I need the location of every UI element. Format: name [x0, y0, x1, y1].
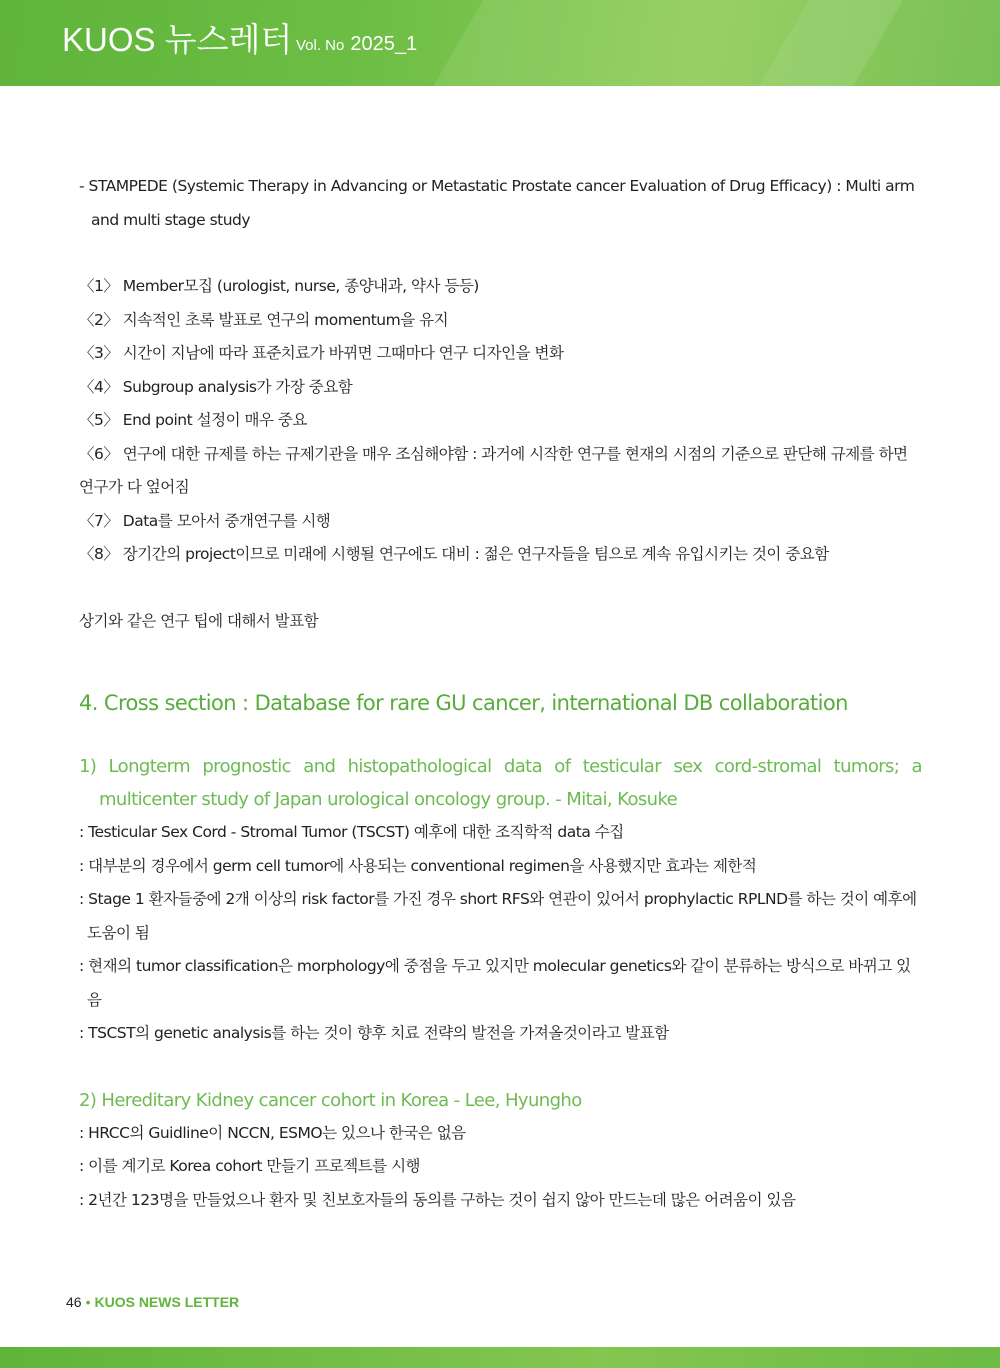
article-body: [79, 170, 922, 1217]
bottom-bar: [0, 1347, 1000, 1368]
volume-number: 2025_1: [350, 33, 418, 55]
subsection-heading: 2) Hereditary Kidney cancer cohort in Korea - Lee, Hyungho: [79, 1089, 582, 1111]
tip-item: 〈6〉 연구에 대한 규제를 하는 규제기관을 매우 조심해야함 : 과거에 시작한 연구를 현재의 시점의 기준으로 판단해 규제를 하면 연구가 다 엎어짐: [79, 444, 908, 496]
volume-label: Vol. No: [296, 37, 345, 54]
list-item: : Stage 1 환자들중에 2개 이상의 risk factor를 가진 경우 short RFS와 연관이 있어서 prophylactic RPLND를 하는 것이 예후에 도움이 됨: [79, 890, 917, 942]
list-item: : 현재의 tumor classification은 morphology에 중점을 두고 있지만 molecular genetics와 같이 분류하는 방식으로 바뀌고 있음: [79, 957, 911, 1009]
list-item: : 2년간 123명을 만들었으나 환자 및 친보호자들의 동의를 구하는 것이 쉽지 않아 만드는데 많은 어려움이 있음: [79, 1190, 796, 1209]
tip-item: 〈4〉 Subgroup analysis가 가장 중요함: [79, 377, 353, 396]
bullet-separator: •: [85, 1294, 91, 1310]
list-item: : 대부분의 경우에서 germ cell tumor에 사용되는 conventional regimen을 사용했지만 효과는 제한적: [79, 856, 757, 875]
list-item: : TSCST의 genetic analysis를 하는 것이 향후 치료 전략의 발전을 가져올것이라고 발표함: [79, 1024, 669, 1042]
summary-text: 상기와 같은 연구 팁에 대해서 발표함: [79, 611, 319, 630]
subsection-list: [79, 816, 922, 1051]
page-footer: [66, 1294, 239, 1310]
subsection-heading: 1) Longterm prognostic and histopathological data of testicular sex cord-stromal tumors; a multicenter study of Japan urological oncology group. - Mitai, Kosuke: [79, 756, 922, 810]
newsletter-name: KUOS NEWS LETTER: [94, 1294, 240, 1310]
page-header: [0, 0, 1000, 86]
tip-item: 〈2〉 지속적인 초록 발표로 연구의 momentum을 유지: [79, 310, 449, 329]
section-heading: 4. Cross section : Database for rare GU cancer, international DB collaboration: [79, 691, 848, 715]
volume-info: [296, 33, 417, 56]
page-number: 46: [66, 1294, 82, 1310]
tip-item: 〈7〉 Data를 모아서 중개연구를 시행: [79, 511, 331, 530]
tip-item: 〈1〉 Member모집 (urologist, nurse, 종양내과, 약사 등등): [79, 277, 479, 295]
newsletter-title: KUOS 뉴스레터: [62, 21, 293, 58]
tip-item: 〈3〉 시간이 지남에 따라 표준치료가 바뀌면 그때마다 연구 디자인을 변화: [79, 344, 564, 362]
subsection-list: [79, 1117, 922, 1218]
list-item: : HRCC의 Guidline이 NCCN, ESMO는 있으나 한국은 없음: [79, 1123, 466, 1142]
tip-item: 〈5〉 End point 설정이 매우 중요: [79, 411, 307, 429]
stampede-paragraph: - STAMPEDE (Systemic Therapy in Advancing or Metastatic Prostate cancer Evaluation of Drug Efficacy) : Multi arm and multi stage study: [79, 177, 915, 229]
list-item: : 이를 계기로 Korea cohort 만들기 프로젝트를 시행: [79, 1157, 421, 1175]
tips-list: [79, 270, 922, 572]
tip-item: 〈8〉 장기간의 project이므로 미래에 시행될 연구에도 대비 : 젊은 연구자들을 팀으로 계속 유입시키는 것이 중요함: [79, 545, 829, 563]
list-item: : Testicular Sex Cord - Stromal Tumor (TSCST) 예후에 대한 조직학적 data 수집: [79, 823, 624, 841]
